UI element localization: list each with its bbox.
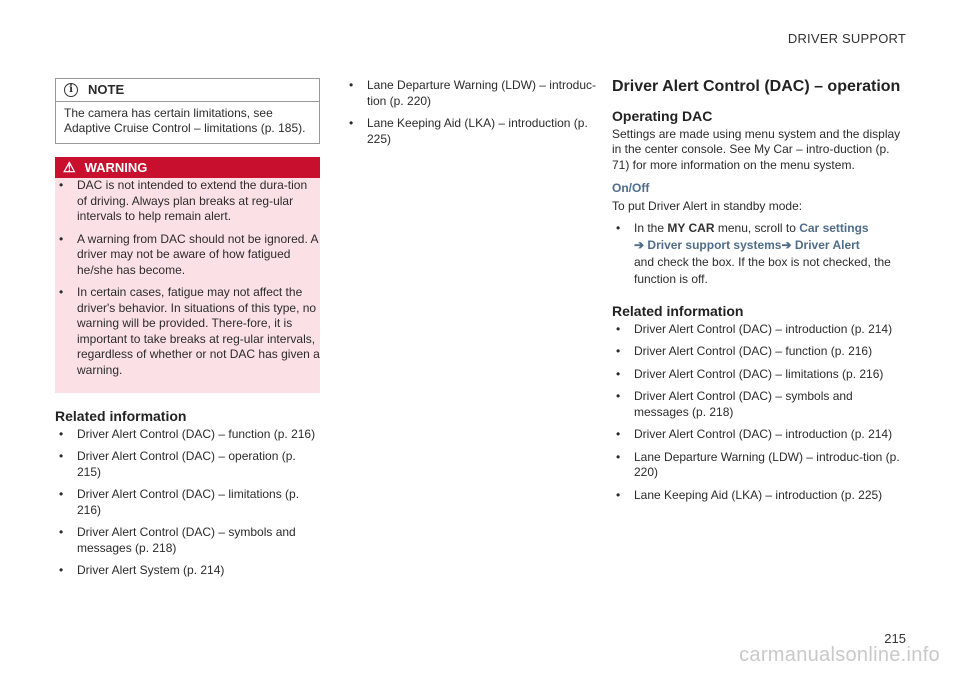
related-link[interactable]: • Driver Alert Control (DAC) – function (p. 216) (55, 427, 320, 443)
related-link[interactable]: • Driver Alert Control (DAC) – symbols and messages (p. 218) (55, 525, 320, 556)
watermark: carmanualsonline.info (739, 644, 940, 666)
onoff-text: To put Driver Alert in standby mode: (612, 198, 803, 213)
operation-intro: Settings are made using menu system and the display in the center console. See My Car – intro-duction (p. 71) for more information on the menu system. (612, 126, 901, 172)
related-link[interactable]: • Driver Alert Control (DAC) – introduction (p. 214) (612, 427, 905, 443)
warning-box (55, 157, 320, 394)
onoff-heading: On/Off (612, 181, 650, 195)
warning-title: WARNING (84, 159, 148, 175)
subsection-title: Operating DAC (612, 108, 713, 124)
arrow-right-icon: ➔ (781, 238, 792, 252)
menu-name[interactable]: MY CAR (667, 221, 715, 235)
left-column (55, 78, 320, 586)
related-link[interactable]: • Lane Keeping Aid (LKA) – introduction (p. 225) (345, 116, 610, 147)
menu-path-driver-support[interactable]: Driver support systems (647, 238, 782, 252)
menu-path-car-settings[interactable]: Car settings (799, 221, 869, 235)
related-link[interactable]: • Lane Departure Warning (LDW) – introduc-tion (p. 220) (612, 450, 905, 481)
info-icon: i (64, 83, 78, 97)
related-info-heading: Related information (55, 408, 187, 424)
page-number: 215 (884, 631, 906, 646)
warning-triangle-icon: ⚠ (63, 159, 76, 176)
related-link[interactable]: • Driver Alert System (p. 214) (55, 563, 320, 579)
section-title: Driver Alert Control (DAC) – operation (612, 78, 901, 95)
related-info-list-continued (345, 78, 610, 147)
middle-column (345, 78, 610, 154)
note-text: The camera has certain limitations, see Adaptive Cruise Control – limitations (p. 185). (64, 105, 306, 135)
related-link[interactable]: • Driver Alert Control (DAC) – function (p. 216) (612, 344, 905, 360)
related-info-list (612, 322, 905, 504)
note-header (56, 79, 319, 102)
warning-item: • DAC is not intended to extend the dura-tion of driving. Always plan breaks at reg-ular intervals to help remain alert. (55, 178, 320, 225)
related-link[interactable]: • Driver Alert Control (DAC) – introduction (p. 214) (612, 322, 905, 338)
section-header: DRIVER SUPPORT (787, 31, 906, 46)
related-link[interactable]: • Driver Alert Control (DAC) – operation (p. 215) (55, 449, 320, 480)
steps-list (612, 220, 905, 288)
menu-path-driver-alert[interactable]: Driver Alert (794, 238, 860, 252)
related-link[interactable]: • Driver Alert Control (DAC) – limitations (p. 216) (55, 487, 320, 518)
related-link[interactable]: • Lane Keeping Aid (LKA) – introduction (p. 225) (612, 488, 905, 504)
warning-item: • A warning from DAC should not be ignored. A driver may not be aware of how fatigued he/she has become. (55, 232, 320, 279)
step-mid: menu, scroll to (717, 221, 796, 235)
step-item (612, 220, 905, 288)
note-title: NOTE (88, 82, 125, 97)
related-link[interactable]: • Driver Alert Control (DAC) – symbols and messages (p. 218) (612, 389, 905, 420)
arrow-right-icon: ➔ (634, 238, 645, 252)
warning-header (55, 157, 320, 179)
related-info-heading: Related information (612, 303, 744, 319)
related-info-list (55, 427, 320, 579)
right-column (612, 78, 905, 510)
related-link[interactable]: • Driver Alert Control (DAC) – limitations (p. 216) (612, 367, 905, 383)
step-suffix: and check the box. If the box is not checked, the function is off. (634, 255, 891, 286)
note-box (55, 78, 320, 144)
warning-list (55, 178, 320, 378)
related-link[interactable]: • Lane Departure Warning (LDW) – introduc-tion (p. 220) (345, 78, 610, 109)
step-prefix: In the (634, 221, 665, 235)
warning-item: • In certain cases, fatigue may not affect the driver's behavior. In situations of this type, no warning will be provided. There-fore, it is important to take breaks at reg-ular intervals, regardless of whether or not DAC has given a warning. (55, 285, 320, 378)
